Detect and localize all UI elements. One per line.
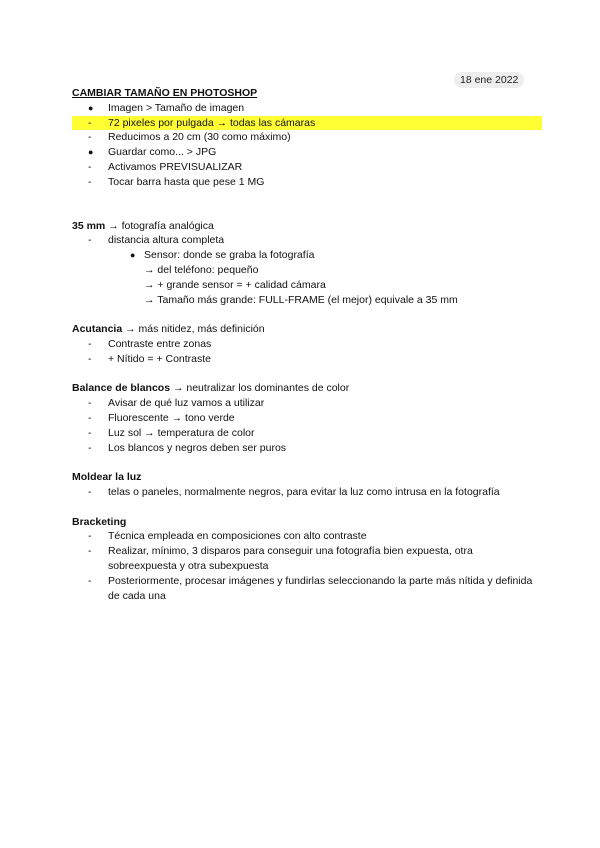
- section-bracketing: [72, 515, 542, 604]
- bullet-icon: ●: [88, 147, 94, 158]
- sub-line: → Tamaño más grande: FULL-FRAME (el mejor) equivale a 35 mm: [144, 293, 458, 306]
- section-heading-line: [72, 219, 542, 234]
- list-item: [72, 160, 542, 175]
- section-heading-rest: → fotografía analógica: [105, 219, 214, 232]
- list-item-text: Avisar de qué luz vamos a utilizar: [108, 397, 265, 410]
- dash-marker: -: [88, 426, 92, 439]
- list-item-text: Guardar como... > JPG: [108, 146, 217, 159]
- section-heading: Bracketing: [72, 515, 127, 528]
- list-item-text: Técnica empleada en composiciones con alto contraste: [108, 530, 367, 543]
- section-balance-blancos: [72, 381, 542, 455]
- list-item-text: + Nítido = + Contraste: [108, 352, 212, 365]
- list-item: [72, 175, 542, 190]
- sub-line: → del teléfono: pequeño: [144, 263, 259, 276]
- sub-list-item: [72, 248, 542, 263]
- list-item: [72, 233, 542, 248]
- list-item-text: Tocar barra hasta que pese 1 MG: [108, 175, 265, 188]
- dash-marker: -: [88, 574, 92, 587]
- list-item-text: 72 pixeles por pulgada → todas las cámaras: [108, 116, 316, 129]
- dash-marker: -: [88, 397, 92, 410]
- bullet-icon: ●: [88, 102, 94, 113]
- list-item: [72, 101, 542, 116]
- list-item: [72, 544, 542, 574]
- section-heading: Acutancia: [72, 323, 123, 336]
- section-moldear-luz: [72, 470, 542, 500]
- list-item-text: Reducimos a 20 cm (30 como máximo): [108, 131, 291, 144]
- list-item-text: Contraste entre zonas: [108, 337, 212, 350]
- dash-marker: -: [88, 530, 92, 543]
- list-item-text: Activamos PREVISUALIZAR: [108, 160, 243, 173]
- dash-marker: -: [88, 131, 92, 144]
- dash-marker: -: [88, 441, 92, 454]
- section-heading-line: [72, 322, 542, 337]
- list-item: [72, 441, 542, 456]
- list-item-highlighted: [72, 116, 542, 131]
- section-heading: Moldear la luz: [72, 471, 142, 484]
- section-heading-rest: → neutralizar los dominantes de color: [170, 382, 350, 395]
- list-item-text: Imagen > Tamaño de imagen: [108, 101, 245, 114]
- dash-marker: -: [88, 234, 92, 247]
- list-item-text: telas o paneles, normalmente negros, para evitar la luz como intrusa en la fotografía: [108, 485, 500, 498]
- list-item: [72, 574, 542, 604]
- list-item: [72, 130, 542, 145]
- section-heading: 35 mm: [72, 219, 106, 232]
- list-item: [72, 485, 542, 500]
- dash-marker: -: [88, 352, 92, 365]
- section-cambiar-tamano: [72, 86, 542, 190]
- date-chip[interactable]: 18 ene 2022: [454, 72, 524, 88]
- list-item-text: distancia altura completa: [108, 234, 225, 247]
- list-item: [72, 529, 542, 544]
- dash-marker: -: [88, 175, 92, 188]
- list-item-text: Posteriormente, procesar imágenes y fundirlas seleccionando la parte más nítida y definida de cada una: [108, 574, 533, 602]
- section-heading-rest: → más nitidez, más definición: [122, 323, 265, 336]
- list-item: [72, 145, 542, 160]
- dash-marker: -: [88, 337, 92, 350]
- list-item-text: Fluorescente → tono verde: [108, 411, 235, 424]
- list-item: [72, 411, 542, 426]
- list-item: [72, 396, 542, 411]
- document-body: [72, 86, 542, 603]
- list-item-text: Los blancos y negros deben ser puros: [108, 441, 287, 454]
- sub-line: → + grande sensor = + calidad cámara: [144, 278, 326, 291]
- list-item: [72, 426, 542, 441]
- dash-marker: -: [88, 411, 92, 424]
- section-heading: Balance de blancos: [72, 382, 171, 395]
- dash-marker: -: [88, 160, 92, 173]
- dash-marker: -: [88, 485, 92, 498]
- list-item-text: Luz sol → temperatura de color: [108, 426, 255, 439]
- section-35mm: [72, 219, 542, 308]
- list-item: [72, 352, 542, 367]
- dash-marker: -: [88, 116, 92, 129]
- dash-marker: -: [88, 545, 92, 558]
- list-item-text: Realizar, mínimo, 3 disparos para conseguir una fotografía bien expuesta, otra sobreexpuesta y otra subexpuesta: [108, 545, 473, 572]
- section-heading: CAMBIAR TAMAÑO EN PHOTOSHOP: [72, 87, 258, 99]
- list-item-text: Sensor: donde se graba la fotografía: [144, 249, 315, 262]
- bullet-icon: ●: [130, 250, 136, 261]
- section-heading-line: [72, 381, 542, 396]
- list-item: [72, 337, 542, 352]
- section-acutancia: [72, 322, 542, 366]
